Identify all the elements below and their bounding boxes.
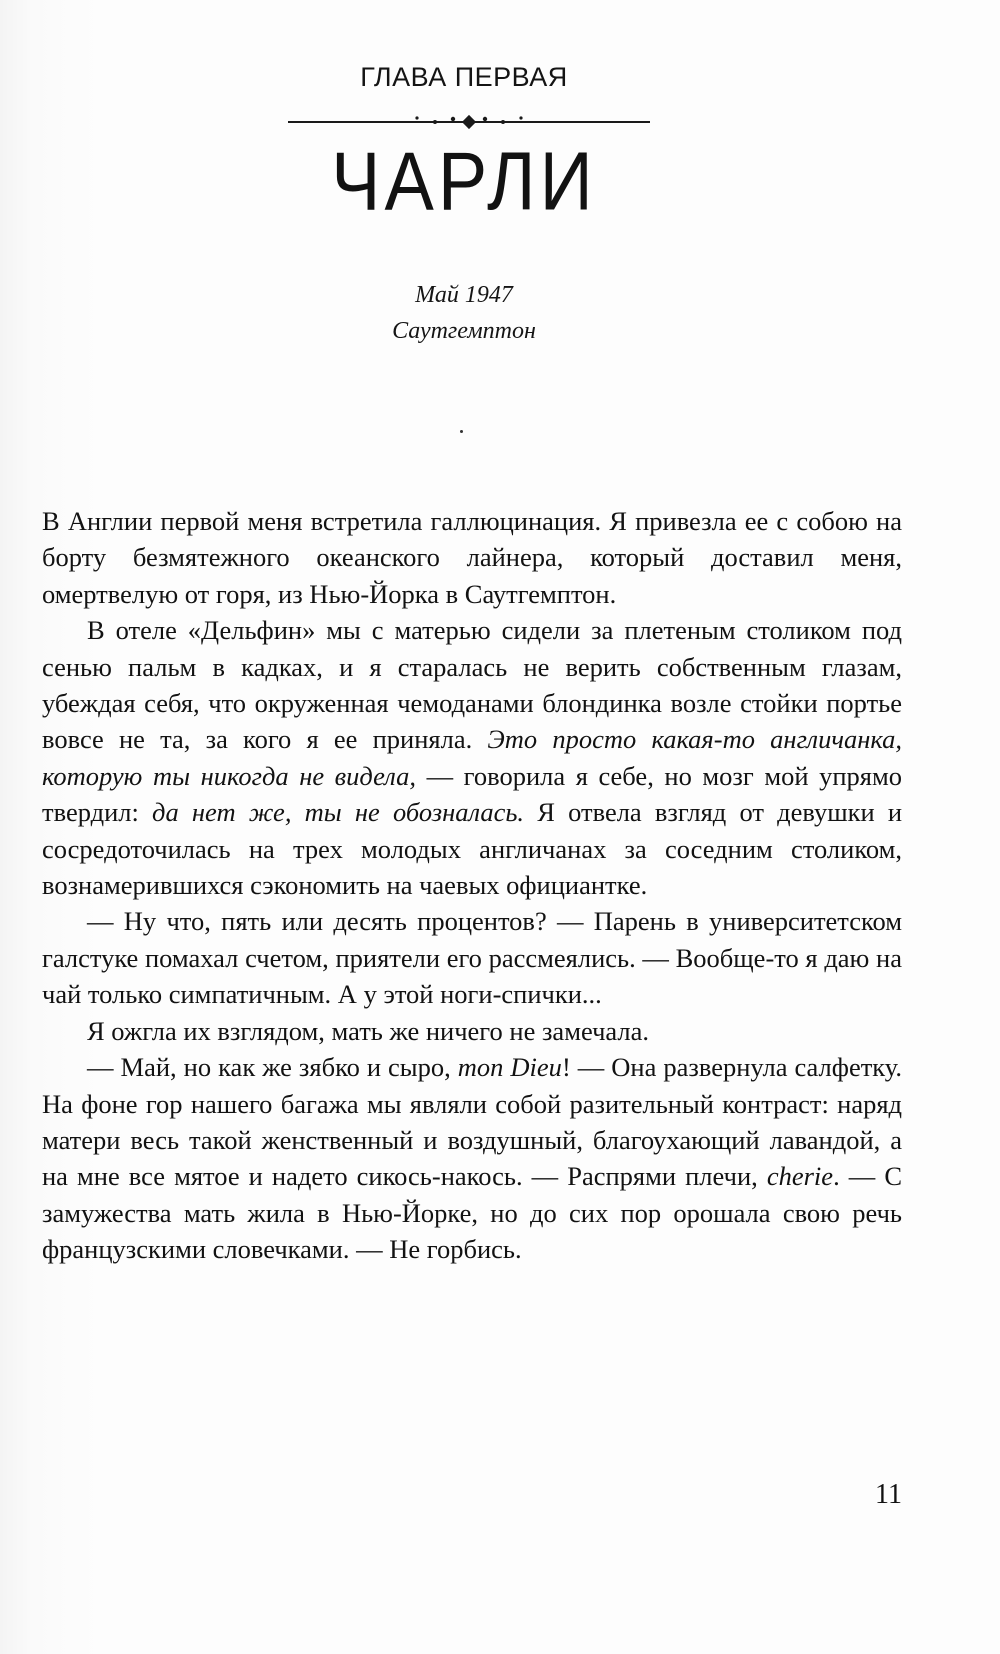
page-number: 11	[875, 1479, 902, 1510]
paragraph-5	[42, 1049, 902, 1267]
chapter-date: Май 1947	[415, 282, 513, 308]
decorative-dot	[460, 430, 463, 433]
body-text	[42, 503, 902, 1268]
paragraph-2-text-a: В отеле «Дельфин» мы с матерью сидели за плетеным столиком под сенью пальм в кадках, и я старалась не верить собственным глазам, убеждая себя, что окруженная чемоданами блондинка возле стойки портье вовсе не та, за кого я ее приняла.	[42, 615, 902, 755]
paragraph-5-italic-mon-dieu: mon Dieu	[457, 1052, 562, 1083]
paragraph-5-text-a: — Май, но как же зябко и сыро,	[87, 1052, 451, 1083]
paragraph-2-text-c: — говорила я себе, но мозг мой упрямо твердил:	[42, 760, 902, 828]
paragraph-1: В Англии первой меня встретила галлюцинация. Я привезла ее с собою на борту безмятежного океанского лайнера, который доставил меня, омертвелую от горя, из Нью-Йорка в Саутгемптон.	[42, 506, 902, 609]
paragraph-3: — Ну что, пять или десять процентов? — Парень в университетском галстуке помахал счетом, приятели его рассмеялись. — Вообще-то я даю на чай только симпатичным. А у этой ноги-спички...	[42, 906, 902, 1010]
paragraph-4: Я ожгла их взглядом, мать же ничего не замечала.	[87, 1015, 649, 1046]
chapter-title: ЧАРЛИ	[331, 134, 597, 228]
paragraph-2-italic-thought: Это просто какая-то англичанка, которую ты никогда не видела,	[42, 724, 903, 791]
paragraph-5-text-c: ! — Она развернула салфетку. На фоне гор нашего багажа мы являли собой разительный контраст: наряд матери весь такой женственный и воздушный, благоухающий лавандой, а на мне все мятое и надето сикось-накось. — Распрями плечи,	[42, 1052, 903, 1192]
ornament-divider-icon	[288, 110, 650, 134]
paragraph-2	[42, 612, 902, 903]
paragraph-2-text-e: Я отвела взгляд от девушки и сосредоточилась на трех молодых англичанах за соседним столиком, вознамерившихся сэкономить на чаевых официантке.	[42, 797, 903, 901]
chapter-place: Саутгемптон	[392, 318, 536, 344]
paragraph-5-italic-cherie: cherie	[766, 1161, 834, 1192]
chapter-label: ГЛАВА ПЕРВАЯ	[360, 62, 568, 92]
paragraph-5-text-e: . — С замужества мать жила в Нью-Йорке, но до сих пор орошала свою речь французскими словечками. — Не горбись.	[42, 1161, 903, 1265]
paragraph-2-italic-reply: да нет же, ты не обозналась.	[152, 797, 525, 828]
